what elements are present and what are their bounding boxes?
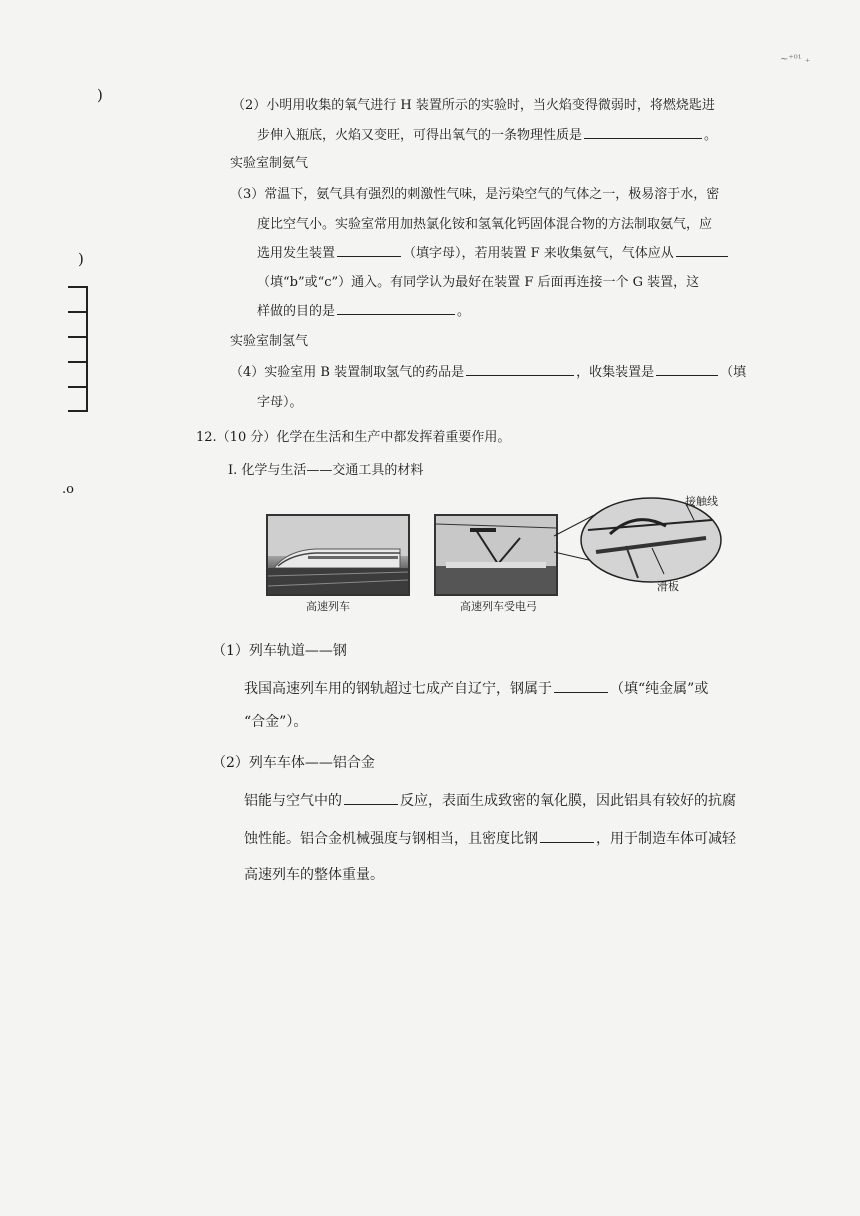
margin-paren: )	[97, 86, 103, 104]
answer-blank[interactable]	[337, 242, 401, 257]
answer-blank[interactable]	[584, 124, 702, 139]
q11-part3-line4: （填“b”或“c”）通入。有同学认为最好在装置 F 后面再连接一个 G 装置，这	[257, 275, 700, 290]
q11-part2-line2: 步伸入瓶底，火焰又变旺，可得出氧气的一条物理性质是 。	[257, 124, 717, 143]
q11-part3-line2: 度比空气小。实验室常用加热氯化铵和氢氧化钙固体混合物的方法制取氨气，应	[257, 217, 713, 232]
q12-part1-text: 我国高速列车用的钢轨超过七成产自辽宁，钢属于 （填“纯金属”或	[244, 678, 708, 698]
q11-part3-line1: （3）常温下，氨气具有强烈的刺激性气味，是污染空气的气体之一，极易溶于水，密	[230, 187, 720, 202]
label-slide-plate: 滑板	[657, 580, 679, 593]
answer-blank[interactable]	[466, 361, 574, 376]
q11-part2-line1: （2）小明用收集的氧气进行 H 装置所示的实验时，当火焰变得微弱时，将燃烧匙进	[232, 98, 715, 113]
answer-blank[interactable]	[337, 300, 455, 315]
magnifier-diagram	[540, 490, 770, 600]
label-contact-wire: 接触线	[685, 495, 718, 508]
q12-part2-line2: 蚀性能。铝合金机械强度与钢相当，且密度比钢 ，用于制造车体可减轻	[244, 828, 736, 848]
answer-blank[interactable]	[540, 828, 594, 843]
q11-part4-line2: 字母）。	[257, 395, 303, 410]
q12-part1-text-cont: “合金”）。	[244, 714, 308, 730]
q12-stem: 12.（10 分）化学在生活和生产中都发挥着重要作用。	[196, 430, 511, 445]
q12-part1-title: （1）列车轨道——钢	[212, 643, 347, 659]
section-heading-hydrogen: 实验室制氢气	[230, 334, 309, 349]
q12-part2-line3: 高速列车的整体重量。	[244, 867, 384, 883]
q12-section-1-heading: Ⅰ. 化学与生活——交通工具的材料	[228, 463, 424, 478]
caption-train: 高速列车	[306, 600, 350, 613]
q11-part4-line1: （4）实验室用 B 装置制取氢气的药品是 ，收集装置是 （填	[230, 361, 746, 380]
q11-part3-line5: 样做的目的是 。	[257, 300, 470, 319]
margin-dot-mark: .o	[62, 482, 74, 497]
answer-blank[interactable]	[554, 678, 608, 693]
q11-part3-line3: 选用发生装置 （填字母），若用装置 F 来收集氨气，气体应从	[257, 242, 730, 261]
q12-part2-title: （2）列车车体——铝合金	[212, 755, 375, 771]
corner-mark: ~⁺⁰¹ ₊	[780, 54, 811, 65]
q12-part2-line1: 铝能与空气中的 反应，表面生成致密的氧化膜，因此铝具有较好的抗腐	[244, 790, 736, 810]
margin-paren: )	[78, 250, 84, 268]
high-speed-train-photo	[266, 514, 410, 596]
answer-blank[interactable]	[344, 790, 398, 805]
answer-blank[interactable]	[676, 242, 728, 257]
section-heading-ammonia: 实验室制氨气	[230, 156, 309, 171]
caption-pantograph: 高速列车受电弓	[460, 600, 537, 613]
answer-blank[interactable]	[656, 361, 718, 376]
